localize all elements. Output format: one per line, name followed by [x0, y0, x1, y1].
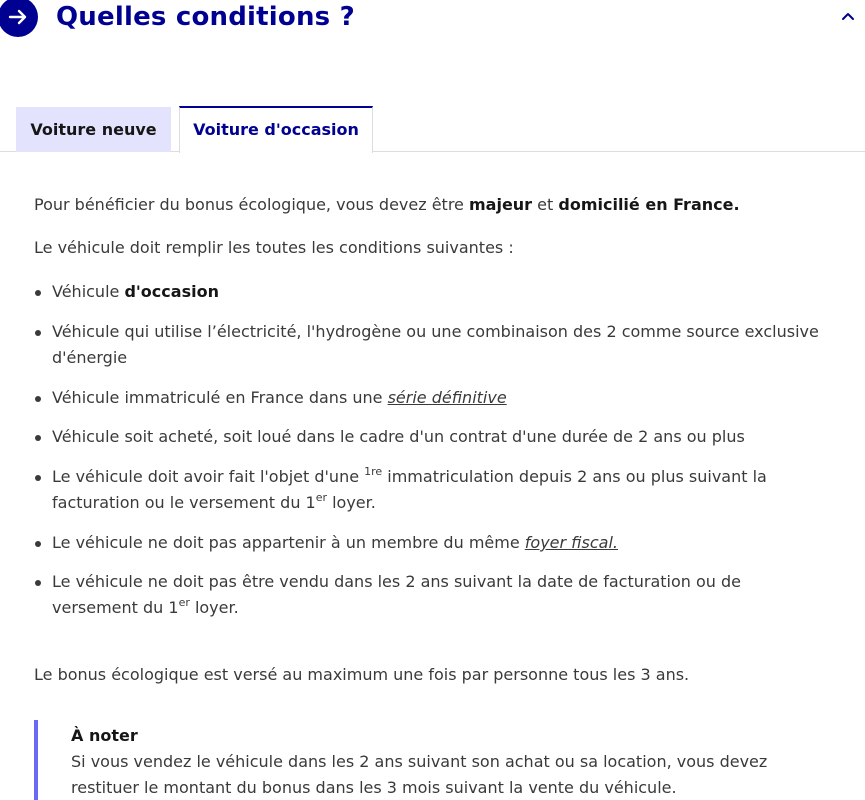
chevron-up-icon[interactable] — [840, 8, 856, 28]
list-item: Le véhicule doit avoir fait l'objet d'une $^{1re}$ immatriculation depuis 2 ans ou plus suivant la facturation ou le versement du 1er loyer. — [34, 464, 824, 516]
serie-definitive-link[interactable]: série définitive — [387, 388, 507, 407]
accordion-header[interactable] — [0, 0, 865, 40]
bullet-icon — [35, 541, 41, 547]
bullet-icon — [35, 475, 41, 481]
foyer-fiscal-link[interactable]: foyer fiscal. — [524, 533, 618, 552]
bullet-icon — [35, 396, 41, 402]
tab-voiture-neuve[interactable]: Voiture neuve — [16, 107, 171, 152]
tab-voiture-occasion[interactable]: Voiture d'occasion — [179, 106, 373, 153]
note-text: Si vous vendez le véhicule dans les 2 ans suivant son achat ou sa location, vous devez restituer le montant du bonus dans les 3 mois suivant la vente du véhicule. — [71, 752, 768, 797]
note-title: À noter — [71, 726, 138, 745]
list-item: Véhicule d'occasion — [34, 279, 824, 305]
list-item: Le véhicule ne doit pas être vendu dans les 2 ans suivant la date de facturation ou de versement du 1er loyer. — [34, 569, 824, 621]
bullet-icon — [35, 435, 41, 441]
list-item: Véhicule soit acheté, soit loué dans le cadre d'un contrat d'une durée de 2 ans ou plus — [34, 424, 824, 450]
tab-list — [0, 106, 865, 152]
conditions-intro: Le véhicule doit remplir les toutes les conditions suivantes : — [34, 238, 514, 257]
frequency-paragraph: Le bonus écologique est versé au maximum une fois par personne tous les 3 ans. — [34, 665, 690, 684]
list-item: Véhicule qui utilise l’électricité, l'hydrogène ou une combinaison des 2 comme source exclusive d'énergie — [34, 319, 824, 371]
list-item: Véhicule immatriculé en France dans une série définitive — [34, 385, 824, 411]
note-callout — [34, 720, 834, 800]
list-item: Le véhicule ne doit pas appartenir à un membre du même foyer fiscal. — [34, 530, 824, 556]
section-title: Quelles conditions ? — [56, 2, 355, 32]
bullet-icon — [35, 330, 41, 336]
bullet-icon — [35, 580, 41, 586]
intro-paragraph: Pour bénéficier du bonus écologique, vous devez être majeur et domicilié en France. — [34, 195, 740, 214]
arrow-right-icon — [0, 0, 38, 37]
bullet-icon — [35, 290, 41, 296]
